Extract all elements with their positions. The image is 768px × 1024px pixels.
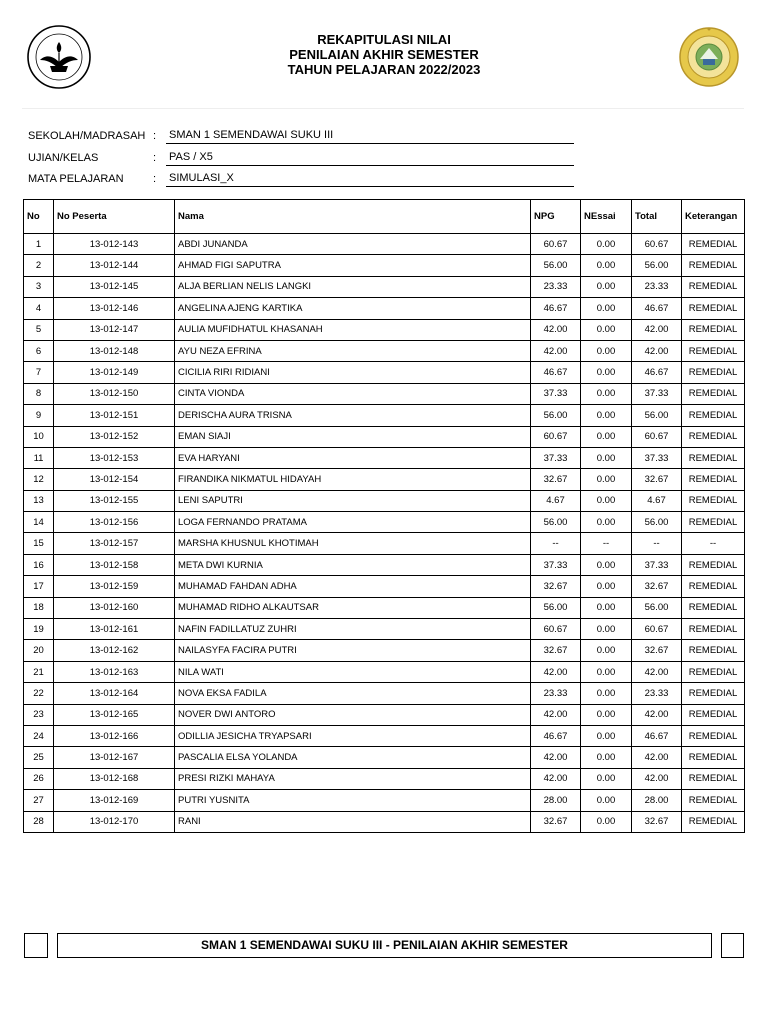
row-nama: PRESI RIZKI MAHAYA bbox=[175, 768, 531, 789]
row-total: 56.00 bbox=[632, 255, 682, 276]
row-total: 46.67 bbox=[632, 362, 682, 383]
row-no-peserta: 13-012-166 bbox=[54, 725, 175, 746]
row-keterangan: REMEDIAL bbox=[682, 255, 745, 276]
row-nessai: 0.00 bbox=[581, 704, 632, 725]
report-header bbox=[22, 22, 746, 106]
row-keterangan: REMEDIAL bbox=[682, 405, 745, 426]
row-no: 12 bbox=[24, 469, 54, 490]
row-keterangan: REMEDIAL bbox=[682, 576, 745, 597]
row-npg: 23.33 bbox=[531, 276, 581, 297]
row-npg: 32.67 bbox=[531, 811, 581, 832]
table-row bbox=[24, 469, 745, 490]
row-no: 8 bbox=[24, 383, 54, 404]
row-total: 37.33 bbox=[632, 447, 682, 468]
row-total: 56.00 bbox=[632, 405, 682, 426]
row-no-peserta: 13-012-163 bbox=[54, 661, 175, 682]
row-keterangan: -- bbox=[682, 533, 745, 554]
row-nessai: 0.00 bbox=[581, 405, 632, 426]
row-npg: 56.00 bbox=[531, 255, 581, 276]
row-no: 17 bbox=[24, 576, 54, 597]
row-no-peserta: 13-012-164 bbox=[54, 683, 175, 704]
row-total: 46.67 bbox=[632, 298, 682, 319]
row-no: 3 bbox=[24, 276, 54, 297]
header-divider bbox=[22, 108, 744, 109]
row-no-peserta: 13-012-160 bbox=[54, 597, 175, 618]
table-row bbox=[24, 704, 745, 725]
table-row bbox=[24, 725, 745, 746]
row-total: -- bbox=[632, 533, 682, 554]
row-no-peserta: 13-012-146 bbox=[54, 298, 175, 319]
row-npg: 32.67 bbox=[531, 576, 581, 597]
row-no-peserta: 13-012-162 bbox=[54, 640, 175, 661]
row-no: 15 bbox=[24, 533, 54, 554]
table-row bbox=[24, 533, 745, 554]
row-keterangan: REMEDIAL bbox=[682, 340, 745, 361]
row-nessai: 0.00 bbox=[581, 276, 632, 297]
row-nessai: 0.00 bbox=[581, 619, 632, 640]
row-no: 1 bbox=[24, 234, 54, 255]
row-nama: ALJA BERLIAN NELIS LANGKI bbox=[175, 276, 531, 297]
row-nama: CINTA VIONDA bbox=[175, 383, 531, 404]
row-npg: 37.33 bbox=[531, 554, 581, 575]
row-npg: 60.67 bbox=[531, 234, 581, 255]
col-header-npg: NPG bbox=[531, 200, 581, 234]
row-total: 56.00 bbox=[632, 597, 682, 618]
row-no-peserta: 13-012-167 bbox=[54, 747, 175, 768]
row-total: 37.33 bbox=[632, 383, 682, 404]
exam-info bbox=[28, 128, 588, 193]
row-keterangan: REMEDIAL bbox=[682, 683, 745, 704]
row-keterangan: REMEDIAL bbox=[682, 234, 745, 255]
row-nama: ANGELINA AJENG KARTIKA bbox=[175, 298, 531, 319]
row-nama: MUHAMAD RIDHO ALKAUTSAR bbox=[175, 597, 531, 618]
row-nessai: 0.00 bbox=[581, 234, 632, 255]
row-nessai: 0.00 bbox=[581, 790, 632, 811]
row-nama: AYU NEZA EFRINA bbox=[175, 340, 531, 361]
row-nama: EMAN SIAJI bbox=[175, 426, 531, 447]
row-nessai: 0.00 bbox=[581, 383, 632, 404]
row-nessai: 0.00 bbox=[581, 747, 632, 768]
row-no-peserta: 13-012-152 bbox=[54, 426, 175, 447]
row-no-peserta: 13-012-159 bbox=[54, 576, 175, 597]
row-no: 28 bbox=[24, 811, 54, 832]
row-total: 32.67 bbox=[632, 576, 682, 597]
row-nama: ODILLIA JESICHA TRYAPSARI bbox=[175, 725, 531, 746]
row-total: 42.00 bbox=[632, 661, 682, 682]
row-no-peserta: 13-012-165 bbox=[54, 704, 175, 725]
row-no: 4 bbox=[24, 298, 54, 319]
row-no: 25 bbox=[24, 747, 54, 768]
row-no-peserta: 13-012-154 bbox=[54, 469, 175, 490]
row-keterangan: REMEDIAL bbox=[682, 447, 745, 468]
row-nama: DERISCHA AURA TRISNA bbox=[175, 405, 531, 426]
row-npg: 46.67 bbox=[531, 362, 581, 383]
subject-row bbox=[28, 171, 588, 193]
table-row bbox=[24, 234, 745, 255]
row-no: 2 bbox=[24, 255, 54, 276]
row-keterangan: REMEDIAL bbox=[682, 811, 745, 832]
row-nessai: 0.00 bbox=[581, 576, 632, 597]
row-keterangan: REMEDIAL bbox=[682, 597, 745, 618]
row-npg: 56.00 bbox=[531, 405, 581, 426]
row-npg: 23.33 bbox=[531, 683, 581, 704]
row-keterangan: REMEDIAL bbox=[682, 469, 745, 490]
score-table bbox=[23, 199, 745, 833]
row-no-peserta: 13-012-148 bbox=[54, 340, 175, 361]
row-npg: 60.67 bbox=[531, 619, 581, 640]
row-no: 26 bbox=[24, 768, 54, 789]
row-total: 32.67 bbox=[632, 640, 682, 661]
colon: : bbox=[153, 173, 157, 185]
row-npg: 42.00 bbox=[531, 747, 581, 768]
table-row bbox=[24, 640, 745, 661]
row-no: 9 bbox=[24, 405, 54, 426]
title-line-3: TAHUN PELAJARAN 2022/2023 bbox=[287, 62, 481, 77]
title-line-1: REKAPITULASI NILAI bbox=[317, 32, 451, 47]
row-total: 60.67 bbox=[632, 426, 682, 447]
row-total: 60.67 bbox=[632, 234, 682, 255]
row-no-peserta: 13-012-147 bbox=[54, 319, 175, 340]
table-row bbox=[24, 383, 745, 404]
row-nessai: 0.00 bbox=[581, 811, 632, 832]
row-nama: NAFIN FADILLATUZ ZUHRI bbox=[175, 619, 531, 640]
row-no: 19 bbox=[24, 619, 54, 640]
row-nessai: 0.00 bbox=[581, 469, 632, 490]
row-keterangan: REMEDIAL bbox=[682, 704, 745, 725]
row-keterangan: REMEDIAL bbox=[682, 790, 745, 811]
row-npg: 4.67 bbox=[531, 490, 581, 511]
row-keterangan: REMEDIAL bbox=[682, 747, 745, 768]
table-row bbox=[24, 811, 745, 832]
table-row bbox=[24, 319, 745, 340]
row-keterangan: REMEDIAL bbox=[682, 298, 745, 319]
row-no: 21 bbox=[24, 661, 54, 682]
row-nama: NOVA EKSA FADILA bbox=[175, 683, 531, 704]
colon: : bbox=[153, 151, 157, 164]
row-nama: NOVER DWI ANTORO bbox=[175, 704, 531, 725]
exam-row bbox=[28, 150, 588, 172]
row-total: 23.33 bbox=[632, 276, 682, 297]
row-nama: LOGA FERNANDO PRATAMA bbox=[175, 512, 531, 533]
row-nessai: 0.00 bbox=[581, 255, 632, 276]
row-npg: 42.00 bbox=[531, 319, 581, 340]
row-nama: FIRANDIKA NIKMATUL HIDAYAH bbox=[175, 469, 531, 490]
footer-text: SMAN 1 SEMENDAWAI SUKU III - PENILAIAN AKHIR SEMESTER bbox=[57, 933, 712, 958]
row-total: 46.67 bbox=[632, 725, 682, 746]
table-row bbox=[24, 619, 745, 640]
row-nessai: 0.00 bbox=[581, 554, 632, 575]
row-no-peserta: 13-012-153 bbox=[54, 447, 175, 468]
row-nama: ABDI JUNANDA bbox=[175, 234, 531, 255]
row-no: 16 bbox=[24, 554, 54, 575]
row-no: 11 bbox=[24, 447, 54, 468]
row-npg: -- bbox=[531, 533, 581, 554]
row-nama: META DWI KURNIA bbox=[175, 554, 531, 575]
row-no-peserta: 13-012-144 bbox=[54, 255, 175, 276]
row-npg: 42.00 bbox=[531, 768, 581, 789]
table-row bbox=[24, 554, 745, 575]
footer-right-box bbox=[721, 933, 744, 958]
table-row bbox=[24, 447, 745, 468]
row-npg: 37.33 bbox=[531, 447, 581, 468]
row-no: 23 bbox=[24, 704, 54, 725]
table-header-row bbox=[24, 200, 745, 234]
table-row bbox=[24, 405, 745, 426]
row-npg: 46.67 bbox=[531, 298, 581, 319]
row-no-peserta: 13-012-157 bbox=[54, 533, 175, 554]
exam-label: UJIAN/KELAS bbox=[28, 151, 99, 164]
row-total: 28.00 bbox=[632, 790, 682, 811]
row-keterangan: REMEDIAL bbox=[682, 725, 745, 746]
row-total: 42.00 bbox=[632, 340, 682, 361]
school-row bbox=[28, 128, 588, 150]
subject-label: MATA PELAJARAN bbox=[28, 173, 124, 185]
row-nessai: 0.00 bbox=[581, 640, 632, 661]
row-nama: NAILASYFA FACIRA PUTRI bbox=[175, 640, 531, 661]
row-no-peserta: 13-012-169 bbox=[54, 790, 175, 811]
row-nama: NILA WATI bbox=[175, 661, 531, 682]
row-total: 42.00 bbox=[632, 704, 682, 725]
row-no-peserta: 13-012-161 bbox=[54, 619, 175, 640]
row-keterangan: REMEDIAL bbox=[682, 319, 745, 340]
row-nama: MUHAMAD FAHDAN ADHA bbox=[175, 576, 531, 597]
row-nessai: 0.00 bbox=[581, 362, 632, 383]
row-no-peserta: 13-012-149 bbox=[54, 362, 175, 383]
row-no-peserta: 13-012-143 bbox=[54, 234, 175, 255]
row-keterangan: REMEDIAL bbox=[682, 362, 745, 383]
table-row bbox=[24, 255, 745, 276]
table-row bbox=[24, 490, 745, 511]
row-no: 20 bbox=[24, 640, 54, 661]
row-nessai: 0.00 bbox=[581, 298, 632, 319]
table-row bbox=[24, 597, 745, 618]
table-row bbox=[24, 747, 745, 768]
row-npg: 42.00 bbox=[531, 704, 581, 725]
row-no: 13 bbox=[24, 490, 54, 511]
row-no-peserta: 13-012-145 bbox=[54, 276, 175, 297]
row-keterangan: REMEDIAL bbox=[682, 276, 745, 297]
row-nama: CICILIA RIRI RIDIANI bbox=[175, 362, 531, 383]
row-npg: 60.67 bbox=[531, 426, 581, 447]
row-nessai: -- bbox=[581, 533, 632, 554]
row-keterangan: REMEDIAL bbox=[682, 512, 745, 533]
row-no: 14 bbox=[24, 512, 54, 533]
row-nama: RANI bbox=[175, 811, 531, 832]
row-no-peserta: 13-012-170 bbox=[54, 811, 175, 832]
row-npg: 42.00 bbox=[531, 661, 581, 682]
table-row bbox=[24, 276, 745, 297]
row-keterangan: REMEDIAL bbox=[682, 768, 745, 789]
row-nama: PUTRI YUSNITA bbox=[175, 790, 531, 811]
col-header-nama: Nama bbox=[175, 200, 531, 234]
row-total: 42.00 bbox=[632, 319, 682, 340]
row-total: 56.00 bbox=[632, 512, 682, 533]
table-row bbox=[24, 298, 745, 319]
row-nessai: 0.00 bbox=[581, 661, 632, 682]
row-keterangan: REMEDIAL bbox=[682, 426, 745, 447]
col-header-no-peserta: No Peserta bbox=[54, 200, 175, 234]
row-npg: 32.67 bbox=[531, 469, 581, 490]
row-total: 32.67 bbox=[632, 469, 682, 490]
row-total: 32.67 bbox=[632, 811, 682, 832]
row-no: 24 bbox=[24, 725, 54, 746]
row-nessai: 0.00 bbox=[581, 683, 632, 704]
title-line-2: PENILAIAN AKHIR SEMESTER bbox=[289, 47, 479, 62]
row-nessai: 0.00 bbox=[581, 426, 632, 447]
row-npg: 37.33 bbox=[531, 383, 581, 404]
school-seal-icon bbox=[674, 26, 744, 88]
table-row bbox=[24, 362, 745, 383]
row-nama: MARSHA KHUSNUL KHOTIMAH bbox=[175, 533, 531, 554]
row-keterangan: REMEDIAL bbox=[682, 383, 745, 404]
row-no-peserta: 13-012-150 bbox=[54, 383, 175, 404]
page-footer bbox=[0, 933, 768, 959]
table-row bbox=[24, 426, 745, 447]
table-row bbox=[24, 683, 745, 704]
report-title bbox=[22, 32, 746, 77]
row-keterangan: REMEDIAL bbox=[682, 554, 745, 575]
row-keterangan: REMEDIAL bbox=[682, 661, 745, 682]
row-no-peserta: 13-012-168 bbox=[54, 768, 175, 789]
row-npg: 56.00 bbox=[531, 512, 581, 533]
row-nessai: 0.00 bbox=[581, 768, 632, 789]
subject-value: SIMULASI_X bbox=[166, 172, 574, 187]
row-no-peserta: 13-012-158 bbox=[54, 554, 175, 575]
footer-left-box bbox=[24, 933, 48, 958]
row-nessai: 0.00 bbox=[581, 319, 632, 340]
table-row bbox=[24, 790, 745, 811]
row-no-peserta: 13-012-156 bbox=[54, 512, 175, 533]
row-no: 27 bbox=[24, 790, 54, 811]
row-nessai: 0.00 bbox=[581, 340, 632, 361]
row-nessai: 0.00 bbox=[581, 490, 632, 511]
table-row bbox=[24, 576, 745, 597]
row-no: 22 bbox=[24, 683, 54, 704]
row-total: 37.33 bbox=[632, 554, 682, 575]
row-total: 60.67 bbox=[632, 619, 682, 640]
row-nessai: 0.00 bbox=[581, 512, 632, 533]
row-npg: 46.67 bbox=[531, 725, 581, 746]
col-header-total: Total bbox=[632, 200, 682, 234]
school-value: SMAN 1 SEMENDAWAI SUKU III bbox=[166, 129, 574, 144]
row-npg: 42.00 bbox=[531, 340, 581, 361]
table-row bbox=[24, 512, 745, 533]
row-no-peserta: 13-012-151 bbox=[54, 405, 175, 426]
row-nama: AHMAD FIGI SAPUTRA bbox=[175, 255, 531, 276]
row-total: 23.33 bbox=[632, 683, 682, 704]
col-header-nessai: NEssai bbox=[581, 200, 632, 234]
colon: : bbox=[153, 130, 157, 142]
row-keterangan: REMEDIAL bbox=[682, 640, 745, 661]
row-total: 42.00 bbox=[632, 747, 682, 768]
table-row bbox=[24, 340, 745, 361]
row-total: 4.67 bbox=[632, 490, 682, 511]
row-no: 18 bbox=[24, 597, 54, 618]
table-row bbox=[24, 661, 745, 682]
row-nessai: 0.00 bbox=[581, 447, 632, 468]
score-table-body bbox=[24, 234, 745, 833]
row-no: 7 bbox=[24, 362, 54, 383]
row-nama: LENI SAPUTRI bbox=[175, 490, 531, 511]
row-no: 6 bbox=[24, 340, 54, 361]
row-keterangan: REMEDIAL bbox=[682, 490, 745, 511]
row-nama: EVA HARYANI bbox=[175, 447, 531, 468]
table-row bbox=[24, 768, 745, 789]
row-no-peserta: 13-012-155 bbox=[54, 490, 175, 511]
row-nessai: 0.00 bbox=[581, 725, 632, 746]
col-header-keterangan: Keterangan bbox=[682, 200, 745, 234]
school-label: SEKOLAH/MADRASAH bbox=[28, 130, 146, 142]
exam-value: PAS / X5 bbox=[166, 151, 574, 166]
row-total: 42.00 bbox=[632, 768, 682, 789]
row-keterangan: REMEDIAL bbox=[682, 619, 745, 640]
row-no: 5 bbox=[24, 319, 54, 340]
row-npg: 28.00 bbox=[531, 790, 581, 811]
row-npg: 32.67 bbox=[531, 640, 581, 661]
row-npg: 56.00 bbox=[531, 597, 581, 618]
col-header-no: No bbox=[24, 200, 54, 234]
row-no: 10 bbox=[24, 426, 54, 447]
row-nessai: 0.00 bbox=[581, 597, 632, 618]
row-nama: AULIA MUFIDHATUL KHASANAH bbox=[175, 319, 531, 340]
row-nama: PASCALIA ELSA YOLANDA bbox=[175, 747, 531, 768]
